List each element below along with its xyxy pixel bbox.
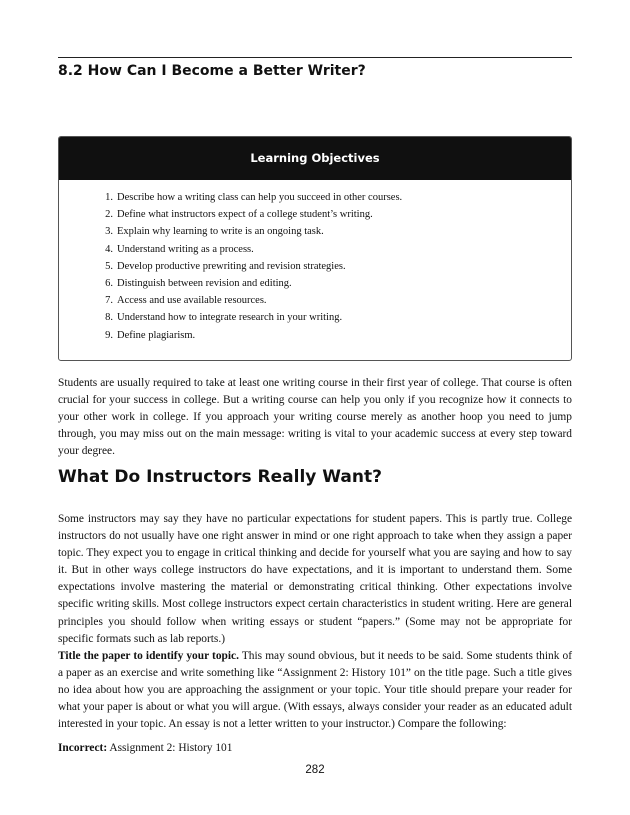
section-title: 8.2 How Can I Become a Better Writer?: [58, 63, 366, 79]
list-item: 4. Understand writing as a process.: [105, 243, 254, 255]
instructor-expectations-paragraph: Some instructors may say they have no particular expectations for student papers. This is partly true. College instructors do not usually have one right answer in mind or one right approach to take when they assign a paper topic. They expect you to engage in critical thinking and decide for yourself what you are saying and how to say it. But in other ways college instructors do have expectations, and it is important to understand them. Some expectations involve mastering the material or demonstrating critical thinking. Other expectations involve specific writing skills. Most college instructors expect certain characteristics in student writing. Here are general principles you should follow when writing essays or student “papers.” (Some may not be appropriate for specific formats such as lab reports.): [58, 513, 572, 645]
learning-objectives-header: Learning Objectives: [59, 137, 571, 180]
title-guidance-paragraph: [58, 648, 572, 733]
intro-paragraph: Students are usually required to take at least one writing course in their first year of college. That course is often crucial for your success in college. But a writing course can help you only if you recognize how it connects to your other work in college. If you approach your writing course merely as another hoop you need to jump through, you may miss out on the main message: writing is vital to your academic success at every step toward your degree.: [58, 377, 572, 458]
list-item: 9. Define plagiarism.: [105, 329, 196, 341]
learning-objectives-list: [59, 189, 571, 344]
title-guidance-text: This may sound obvious, but it needs to be said. Some students think of a paper as an exercise and write something like “Assignment 2: History 101” on the title page. Such a title gives no idea about how you are approaching the assignment or your topic. Your title should prepare your reader for what your paper is about or what you will argue. (With essays, always consider your reader as an educated adult interested in your topic. An essay is not a letter written to your instructor.) Compare the following:: [58, 650, 572, 731]
list-item: 5. Develop productive prewriting and revision strategies.: [105, 260, 346, 272]
top-rule: [58, 57, 572, 58]
list-item: 8. Understand how to integrate research in your writing.: [105, 312, 343, 324]
incorrect-example: [58, 740, 572, 757]
list-item: 3. Explain why learning to write is an ongoing task.: [105, 226, 324, 238]
learning-objectives-box: [58, 136, 572, 361]
list-item: 1. Describe how a writing class can help you succeed in other courses.: [105, 192, 403, 203]
incorrect-example-text: Assignment 2: History 101: [107, 742, 233, 754]
list-item: 2. Define what instructors expect of a college student’s writing.: [105, 209, 373, 221]
subheading: What Do Instructors Really Want?: [58, 467, 382, 487]
incorrect-label: Incorrect:: [58, 742, 108, 754]
list-item: 6. Distinguish between revision and editing.: [105, 278, 292, 290]
list-item: 7. Access and use available resources.: [105, 295, 267, 307]
title-guidance-lead: Title the paper to identify your topic.: [58, 650, 239, 662]
page-number: 282: [305, 764, 325, 776]
